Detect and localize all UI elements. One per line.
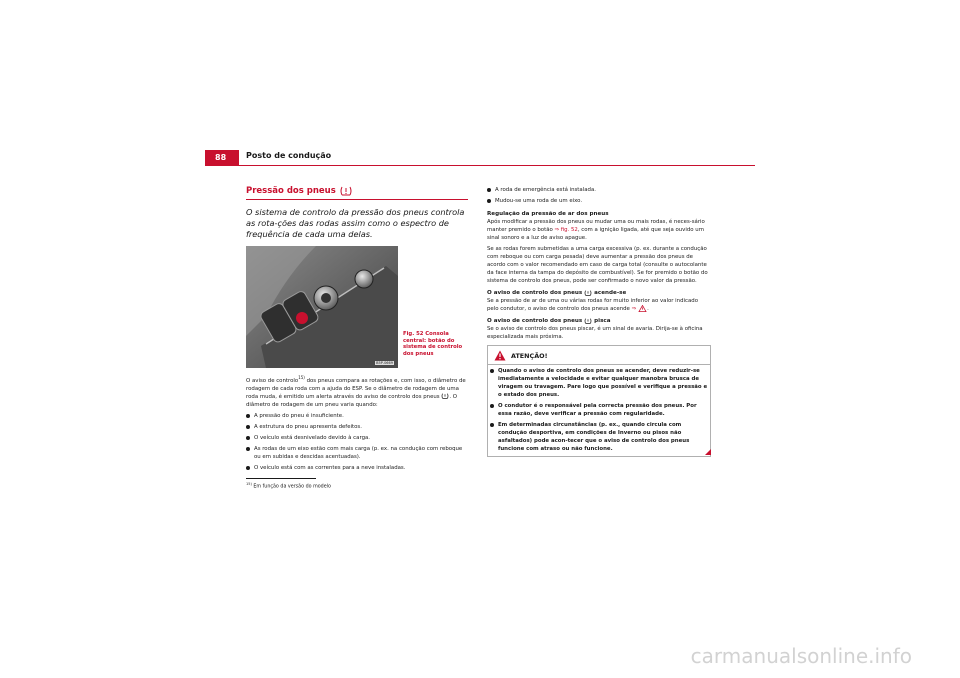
- warning-link[interactable]: ⇒: [631, 306, 637, 312]
- warning-triangle-icon: [494, 350, 506, 361]
- footnote-rule: [246, 478, 316, 479]
- right-column: [487, 186, 711, 457]
- page-number: 88: [205, 150, 239, 165]
- section-title-text: Pressão dos pneus: [246, 186, 336, 196]
- heading-pisca: O aviso de controlo dos pneus pisca: [487, 318, 611, 324]
- intro-paragraph: [246, 374, 468, 409]
- list-item: O veículo está com as correntes para a neve instaladas.: [246, 464, 468, 472]
- figure-link[interactable]: ⇒ fig. 52: [554, 227, 578, 233]
- list-item: A roda de emergência está instalada.: [487, 186, 711, 194]
- section-title: [246, 186, 468, 200]
- console-photo: [246, 246, 398, 368]
- paragraph-regulacao: Após modificar a pressão dos pneus ou mudar uma ou mais rodas, é neces-sário manter premido o botão ⇒ fig. 52, com a ignição ligada, até que seja ouvido um sinal sonoro e a luz de aviso apague.: [487, 219, 705, 241]
- continue-arrow-icon: [705, 449, 711, 455]
- console-illustration: [246, 246, 398, 368]
- para1-text-c: . O diâmetro de rodagem de um pneu varia quando:: [246, 393, 458, 408]
- paragraph-carga: Se as rodas forem submetidas a uma carga excessiva (p. ex. durante a condução com reboque ou com carga pesada) deve aumentar a pressão dos pneus de acordo com o valor recomendado em caso de carga total (consulte o autocolante da face interna da tampa do depósito de combustível). Se for premido o botão do sistema de controlo dos pneus, pode ser confirmado o novo valor da pressão.: [487, 246, 708, 284]
- paragraph-acende: Se a pressão de ar de uma ou várias rodas for muito inferior ao valor indicado pelo condutor, o aviso de controlo dos pneus acende ⇒ .: [487, 298, 699, 312]
- header-rule: [205, 165, 755, 166]
- tire-pressure-inline-icon: [584, 318, 592, 324]
- list-item: O condutor é o responsável pela correcta pressão dos pneus. Por essa razão, deve verificar a pressão com regularidade.: [490, 402, 708, 418]
- header-title: Posto de condução: [246, 151, 332, 160]
- heading-regulacao: Regulação da pressão de ar dos pneus: [487, 211, 609, 217]
- list-item: A estrutura do pneu apresenta defeitos.: [246, 423, 468, 431]
- warning-triangle-icon: [638, 305, 647, 312]
- list-item: Em determinadas circunstâncias (p. ex., quando circula com condução desportiva, em condições de Inverno ou pisos não asfaltados) pode acon-tecer que o aviso de controlo dos pneus funcione com atraso ou não funcione.: [490, 421, 708, 453]
- list-item: As rodas de um eixo estão com mais carga (p. ex. na condução com reboque ou em subidas e descidas acentuadas).: [246, 445, 468, 461]
- para1-text-a: O aviso de controlo: [246, 377, 299, 384]
- list-item: A pressão do pneu é insuficiente.: [246, 412, 468, 420]
- conditions-list: [246, 412, 468, 472]
- paragraph-pisca: Se o aviso de controlo dos pneus piscar, é um sinal de avaria. Dirija-se à oficina especializada mais próxima.: [487, 326, 703, 340]
- footnote: $^{15)}$ Em função da versão do modelo: [246, 481, 331, 490]
- figure-code: B5P-0669: [376, 361, 393, 365]
- warning-box: [487, 345, 711, 457]
- section-intro: O sistema de controlo da pressão dos pneus controla as rota-ções das rodas assim como o espectro de frequência de cada uma delas.: [246, 207, 465, 239]
- warning-body: [488, 365, 710, 453]
- para1-text-b: dos pneus compara as rotações e, com isso, o diâmetro de rodagem de cada roda com a ajuda do ESP. Se o diâmetro de rodagem de uma roda muda, é emitido um alerta através do aviso de controlo dos pneus: [246, 377, 466, 400]
- warning-title: ATENÇÃO!: [511, 351, 548, 360]
- watermark: carmanualsonline.info: [690, 644, 912, 668]
- list-item: Quando o aviso de controlo dos pneus se acender, deve reduzir-se imediatamente a velocidade e evitar qualquer manobra brusca de viragem ou travagem. Pare logo que possível e verifique a pressão e o estado dos pneus.: [490, 367, 708, 399]
- heading-acende: O aviso de controlo dos pneus acende-se: [487, 290, 627, 296]
- warning-header: [488, 348, 710, 365]
- figure-caption: Fig. 52 Consola central: botão do sistema de controlo dos pneus: [403, 331, 463, 357]
- list-item: O veículo está desnivelado devido à carga.: [246, 434, 468, 442]
- left-column: [246, 186, 468, 490]
- footnote-ref: 15): [298, 375, 305, 380]
- figure-52: [246, 246, 468, 374]
- tire-pressure-warning-icon: [340, 186, 352, 196]
- tire-pressure-inline-icon: [584, 290, 592, 296]
- list-item: Mudou-se uma roda de um eixo.: [487, 197, 711, 205]
